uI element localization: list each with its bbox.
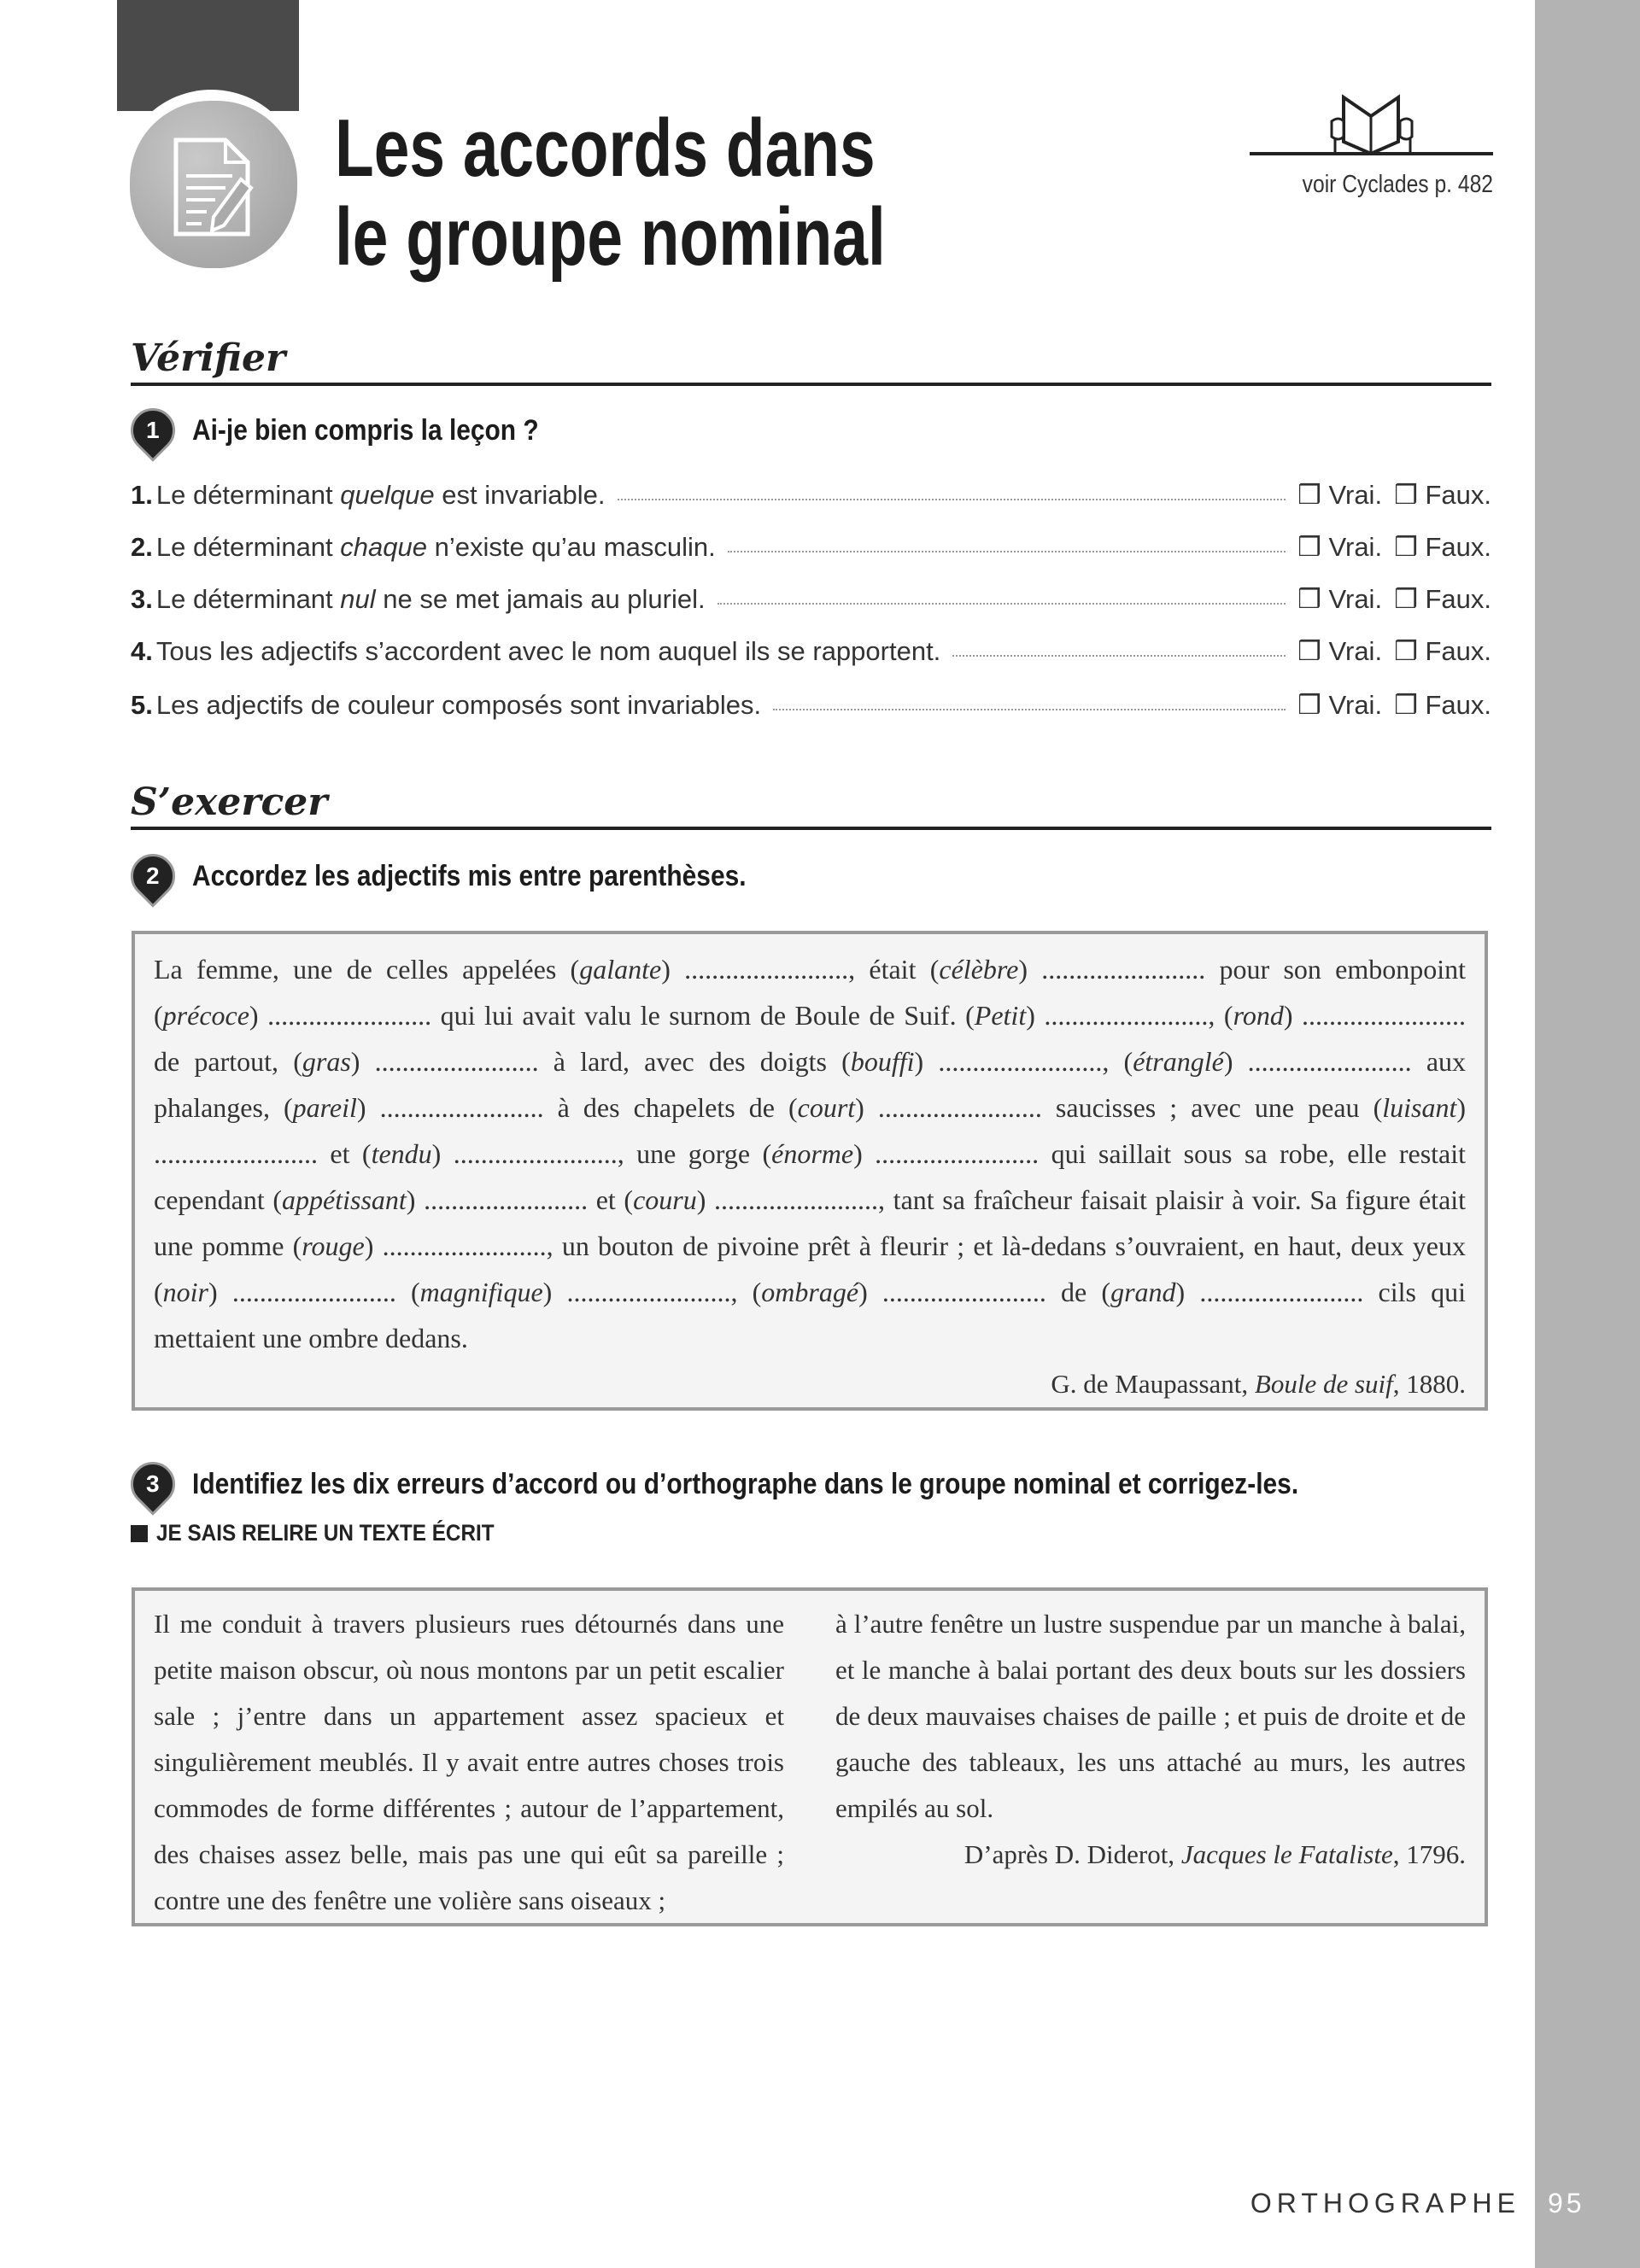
text-segment: , était ( [848,954,940,985]
true-false-item [131,480,1491,514]
text-segment: cils qui mettaient une ombre dedans. [154,1277,1467,1353]
answer-blank[interactable]: ........................ [938,1046,1103,1077]
text-segment: ) [364,1230,383,1261]
true-false-item [131,584,1491,618]
italic-word: luisant [1382,1092,1457,1123]
text-segment: G. de Maupassant, [1051,1369,1255,1399]
checkbox-faux[interactable]: ❒ Faux. [1394,584,1491,614]
italic-word: rouge [302,1230,365,1261]
text-segment: ) [249,1000,268,1031]
dot-leader [773,709,1286,710]
answer-blank[interactable]: ........................ [882,1277,1046,1307]
item-statement [156,480,606,511]
text-segment: n’existe qu’au masculin. [427,532,716,562]
text-segment: , un bouton de pivoine prêt à fleurir ; et là-dedans s’ouvraient, en haut, deux yeux ( [154,1230,1467,1307]
italic-word: gras [302,1046,351,1077]
italic-word: bouffi [850,1046,915,1077]
answer-blank[interactable]: ........................ [566,1277,731,1307]
text-segment: ) [853,1138,876,1169]
text-segment: ) [350,1046,375,1077]
item-statement [156,636,940,667]
text-segment: ) [208,1277,232,1307]
exercise-number-badge [121,845,184,908]
text-segment: Le déterminant [155,584,341,614]
text-segment: de ( [1046,1277,1111,1307]
section-verifier-title: Vérifier [131,336,286,380]
italic-word: nul [340,584,376,614]
text-segment: aux phalanges, ( [154,1046,1467,1123]
exercise-3-header [131,1462,1450,1506]
exercise-2-text-box [132,931,1488,1411]
italic-word: galante [579,954,662,985]
exercise-2-header [131,854,822,898]
item-number: 1. [131,480,153,510]
italic-word: pareil [292,1092,357,1123]
text-segment: , ( [730,1277,762,1307]
item-statement [156,584,706,615]
text-segment: à des chapelets de ( [543,1092,798,1123]
text-column-1: Il me conduit à travers plusieurs rues détournés dans une petite maison obscur, où nous montons par un petit escalier sale ; j’entre dans un appartement assez spacieux et singulièrement meublés. Il y avait entre autres choses trois commodes de forme différentes ; autour de l’appartement, des chaises assez belle, mais pas une qui eût sa pareille ; contre une des fenêtre une volière sans oiseaux ; [154,1609,784,1915]
item-statement [156,532,716,563]
answer-blank[interactable]: ........................ [1044,1000,1209,1031]
exercise-2-title: Accordez les adjectifs mis entre parenthèses. [192,859,747,892]
text-source [835,1832,1466,1878]
text-segment: qui saillait sous sa robe, elle restait cependant ( [154,1138,1467,1215]
italic-word: court [797,1092,856,1123]
text-segment: D’après D. Diderot, [964,1839,1181,1869]
text-segment: ) [1223,1046,1248,1077]
text-segment: est invariable. [434,480,606,510]
text-segment: , ( [1102,1046,1133,1077]
italic-word: ombragé [761,1277,859,1307]
italic-word: rond [1233,1000,1284,1031]
true-false-item [131,532,1491,566]
true-false-item [131,690,1491,724]
text-segment: Les adjectifs de couleur composés sont invariables. [155,690,762,720]
checkbox-vrai[interactable]: ❒ Vrai. [1297,480,1383,510]
item-number: 2. [131,532,153,562]
italic-word: Jacques le Fataliste [1180,1839,1393,1869]
checkbox-faux[interactable]: ❒ Faux. [1394,636,1491,666]
text-segment: ) [858,1277,882,1307]
answer-blank[interactable]: ........................ [875,1138,1040,1169]
reference-block [1250,92,1493,199]
answer-blank[interactable]: ........................ [1302,1000,1467,1031]
text-segment: , ( [1208,1000,1233,1031]
section-exercer-title: S’exercer [131,780,328,824]
answer-blank[interactable]: ........................ [1247,1046,1412,1077]
item-number: 4. [131,636,153,666]
text-segment: et ( [588,1184,634,1215]
answer-blank[interactable]: ........................ [424,1184,589,1215]
item-statement [156,690,761,721]
exercise-3-text-box [132,1587,1488,1926]
italic-word: chaque [340,532,427,562]
exercise-number: 2 [146,862,160,890]
section-verifier [131,335,1491,386]
section-exercer [131,779,1491,830]
answer-blank[interactable]: ........................ [231,1277,396,1307]
italic-word: quelque [340,480,435,510]
italic-word: étranglé [1133,1046,1224,1077]
page-number: 95 [1548,2188,1585,2218]
dot-leader [952,655,1286,657]
text-segment: qui lui avait valu le surnom de Boule de Suif. ( [431,1000,975,1031]
checkbox-vrai[interactable]: ❒ Vrai. [1297,584,1383,614]
page-side-bar [1535,0,1640,2268]
italic-word: Boule de suif [1254,1369,1393,1399]
answer-blank[interactable]: ........................ [1199,1277,1364,1307]
reading-book-icon [1250,92,1493,157]
text-segment: ) [1026,1000,1045,1031]
text-segment: ( [395,1277,420,1307]
text-segment: , une gorge ( [617,1138,772,1169]
answer-blank[interactable]: ........................ [1041,954,1206,985]
exercise-number-badge [121,1453,184,1516]
skill-text: JE SAIS RELIRE UN TEXTE ÉCRIT [156,1520,495,1546]
checkbox-faux[interactable]: ❒ Faux. [1394,532,1491,562]
dot-leader [718,603,1286,605]
true-false-item [131,636,1491,670]
text-segment: ) [1283,1000,1303,1031]
answer-blank[interactable]: ........................ [374,1046,539,1077]
text-segment: ) [1175,1277,1200,1307]
italic-word: magnifique [419,1277,543,1307]
answer-blank[interactable]: ........................ [382,1230,547,1261]
reference-text: voir Cyclades p. 482 [1302,171,1493,198]
text-segment: Tous les adjectifs s’accordent avec le nom auquel ils se rapportent. [155,636,941,666]
text-segment: ) [1018,954,1042,985]
italic-word: noir [162,1277,208,1307]
checkbox-faux[interactable]: ❒ Faux. [1394,480,1491,510]
page-title [335,104,886,282]
text-segment: Le déterminant [155,532,341,562]
title-line-2: le groupe nominal [335,191,886,283]
answer-blank[interactable]: ........................ [154,1138,318,1169]
text-segment: ) [356,1092,380,1123]
text-segment: saucisses ; avec une peau ( [1041,1092,1383,1123]
text-segment: ) [696,1184,715,1215]
text-segment: ) [406,1184,425,1215]
text-segment: de partout, ( [154,1046,302,1077]
text-segment: pour son embonpoint ( [154,954,1467,1031]
checkbox-faux[interactable]: ❒ Faux. [1394,690,1491,720]
text-segment: et ( [318,1138,372,1169]
dot-leader [618,499,1286,500]
item-number: 3. [131,584,153,614]
footer-subject: ORTHOGRAPHE [1250,2188,1520,2218]
exercise-number: 3 [146,1470,160,1498]
checkbox-vrai[interactable]: ❒ Vrai. [1297,532,1383,562]
italic-word: grand [1110,1277,1176,1307]
text-segment: La femme, une de celles appelées ( [154,954,580,985]
text-segment: ) [855,1092,878,1123]
exercise-number-badge [121,399,184,462]
text-segment: à lard, avec des doigts ( [538,1046,851,1077]
italic-word: célèbre [939,954,1019,985]
text-column-2-body: à l’autre fenêtre un lustre suspendue par un manche à balai, et le manche à balai portant des deux bouts sur les dossiers de deux mauvaises chaises de paille ; et puis de droite et de gauche des tableaux, les uns attaché au murs, les autres empilés au sol. [835,1609,1466,1823]
answer-blank[interactable]: ........................ [453,1138,618,1169]
text-segment: Le déterminant [155,480,341,510]
text-segment: ) [1456,1092,1466,1123]
text-segment: , 1880. [1392,1369,1466,1399]
italic-word: tendu [371,1138,432,1169]
italic-word: précoce [162,1000,249,1031]
text-segment: ) [431,1138,454,1169]
exercise-1-header [131,408,586,453]
answer-blank[interactable]: ........................ [684,954,849,985]
italic-word: énorme [771,1138,854,1169]
chapter-badge [130,101,297,268]
answer-blank[interactable]: ........................ [877,1092,1042,1123]
answer-blank[interactable]: ........................ [379,1092,544,1123]
exercise-number: 1 [146,417,160,444]
document-pencil-icon [173,137,255,237]
checkbox-vrai[interactable]: ❒ Vrai. [1297,636,1383,666]
checkbox-vrai[interactable]: ❒ Vrai. [1297,690,1383,720]
square-bullet-icon [131,1525,148,1542]
italic-word: couru [633,1184,697,1215]
answer-blank[interactable]: ........................ [267,1000,432,1031]
answer-blank[interactable]: ........................ [714,1184,879,1215]
text-segment: ) [542,1277,567,1307]
text-source [135,1361,1485,1419]
fill-in-paragraph [135,934,1485,1361]
title-line-1: Les accords dans [335,102,876,194]
italic-word: Petit [974,1000,1027,1031]
text-segment: ) [914,1046,939,1077]
text-column-2 [835,1601,1466,1924]
italic-word: appétissant [282,1184,407,1215]
text-segment: ne se met jamais au pluriel. [375,584,706,614]
text-segment: , tant sa fraîcheur faisait plaisir à voir. Sa figure était une pomme ( [154,1184,1467,1261]
dot-leader [728,551,1286,552]
item-number: 5. [131,690,153,720]
exercise-1-title: Ai-je bien compris la leçon ? [192,413,539,447]
text-segment: , 1796. [1392,1839,1466,1869]
text-segment: ) [661,954,685,985]
skill-label [131,1520,532,1546]
exercise-3-title: Identifiez les dix erreurs d’accord ou d’orthographe dans le groupe nominal et corrigez-les. [192,1467,1299,1500]
